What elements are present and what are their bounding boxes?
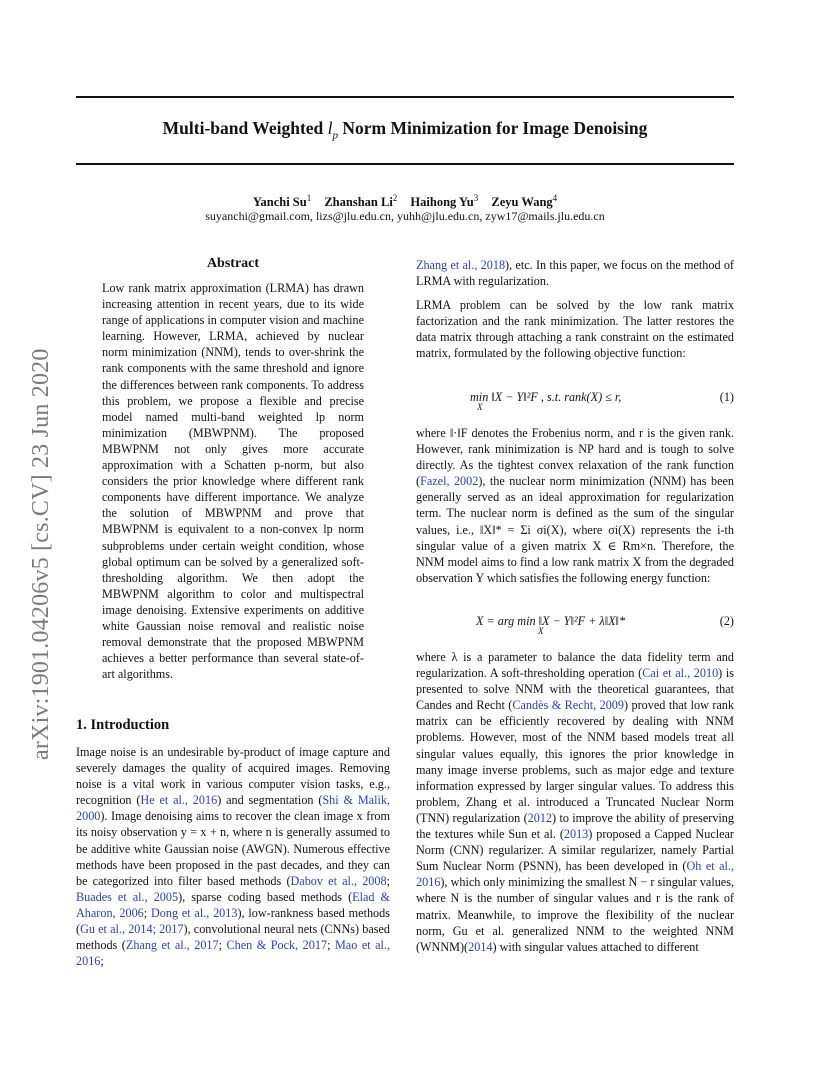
- equation-2-subscript: X: [538, 626, 544, 636]
- author-emails: suyanchi@gmail.com, lizs@jlu.edu.cn, yuhh@jlu.edu.cn, zyw17@mails.jlu.edu.cn: [205, 209, 605, 223]
- author: Yanchi Su$^1$: [252, 193, 312, 210]
- right-paragraph-2: LRMA problem can be solved by the low rank matrix factorization and the rank minimization. The latter restores the data matrix through attaching a rank constraint on the estimated matrix, formulated by the following objective function:: [416, 298, 734, 361]
- right-paragraph-3: where ‖·‖F denotes the Frobenius norm, and r is the given rank. However, rank minimization is NP hard and is tough to solve directly. As the tightest convex relaxation of the rank function (Fazel, 2002), the nuclear norm minimization (NNM) has been generally served as an ideal approximation for regularization term. The nuclear norm is defined as the sum of the singular values, i.e., ‖X‖* = Σi σi(X), where σi(X) represents the i-th singular value of a given matrix X ∈ Rm×n. Therefore, the NNM model aims to find a low rank matrix X from the degraded observation Y which satisfies the following energy function:: [416, 426, 734, 585]
- equation-1-number: (1): [719, 390, 734, 404]
- author: Zeyu Wang$^4$: [491, 193, 558, 210]
- citation-link[interactable]: Candès & Recht, 2009: [512, 698, 624, 713]
- right-paragraph-1: Zhang et al., 2018), etc. In this paper, we focus on the method of LRMA with regularization.: [416, 258, 734, 289]
- citation-link[interactable]: Zhang et al., 2018: [416, 258, 506, 272]
- citation-link[interactable]: Zhang et al., 2017: [125, 938, 219, 953]
- citation-link[interactable]: Shi & Malik, 2000: [76, 793, 390, 824]
- citation-link[interactable]: 2013: [563, 827, 589, 842]
- citation-link[interactable]: Chen & Pock, 2017: [226, 938, 328, 953]
- author: Zhanshan Li$^2$: [324, 193, 398, 210]
- equation-2-number: (2): [719, 614, 734, 628]
- citation-link[interactable]: Fazel, 2002: [420, 474, 479, 489]
- citation-link[interactable]: He et al., 2016: [140, 793, 218, 808]
- citation-link[interactable]: 2012: [527, 810, 553, 825]
- author: Haihong Yu$^3$: [410, 193, 479, 210]
- abstract-heading: Abstract: [206, 256, 260, 271]
- equation-1: [470, 390, 734, 416]
- citation-link[interactable]: Dabov et al., 2008: [290, 873, 387, 888]
- intro-paragraph: Image noise is an undesirable by-product of image capture and severely damages the quality of acquired images. Removing noise is a vital work in various computer vision tasks, e.g., recognition (He et al., 2016) and segmentation (Shi & Malik, 2000). Image denoising aims to recover the clean image x from its noisy observation y = x + n, where n is generally assumed to be additive white Gaussian noise (AWGN). Numerous effective methods have been proposed in the past decades, and they can be categorized into filter based methods (Dabov et al., 2008; Buades et al., 2005), sparse coding based methods (Elad & Aharon, 2006; Dong et al., 2013), low-rankness based methods (Gu et al., 2014; 2017), convolutional neural nets (CNNs) based methods (Zhang et al., 2017; Chen & Pock, 2017; Mao et al., 2016;: [76, 745, 391, 969]
- arxiv-stamp: [8, 290, 54, 760]
- citation-link[interactable]: Gu et al., 2014; 2017: [80, 922, 184, 937]
- equation-2-body: X = arg min ‖X − Y‖²F + λ‖X‖*: [476, 614, 626, 628]
- abstract-text: Low rank matrix approximation (LRMA) has drawn increasing attention in recent years, due to its wide range of applications in computer vision and machine learning. However, LRMA, achieved by nuclear norm minimization (NNM), tends to over-shrink the rank components with the same threshold and ignore the differences between rank components. To address this problem, we propose a flexible and precise model named multi-band weighted lp norm minimization (MBWPNM). The proposed MBWPNM not only gives more accurate approximation with a Schatten p-norm, but also considers the prior knowledge where different rank components have different importance. We analyze the solution of MBWPNM and prove that MBWPNM is equivalent to a non-convex lp norm subproblems under certain weight condition, whose global optimum can be solved by a generalized soft-thresholding algorithm. We then adopt the MBWPNM algorithm to color and multispectral image denoising. Extensive experiments on additive white Gaussian noise removal and realistic noise removal demonstrate that the proposed MBWPNM achieves a better performance than several state-of-art algorithms.: [102, 281, 364, 682]
- title-top-rule: [76, 96, 734, 98]
- citation-link[interactable]: Elad & Aharon, 2006: [76, 889, 390, 920]
- equation-1-body: min ‖X − Y‖²F , s.t. rank(X) ≤ r,: [470, 390, 622, 404]
- citation-link[interactable]: Mao et al., 2016: [76, 938, 391, 969]
- equation-1-subscript: X: [477, 402, 483, 412]
- citation-link[interactable]: Oh et al., 2016: [416, 859, 734, 890]
- arxiv-id: arXiv:1901.04206v5 [cs.CV] 23 Jun 2020: [28, 348, 54, 760]
- right-paragraph-4: where λ is a parameter to balance the data fidelity term and regularization. A soft-thresholding operation (Cai et al., 2010) is presented to solve NNM with the theoretical guarantees, that Candes and Recht (Candès & Recht, 2009) proved that low rank matrix can be efficiently recovered by dealing with NNM problems. However, most of the NNM based models treat all singular values equally, this ignores the prior knowledge in many image inverse problems, such as major edge and texture information expressed by larger singular values. To address this problem, Zhang et al. introduced a Truncated Nuclear Norm (TNN) regularization (2012) to improve the ability of preserving the textures while Sun et al. (2013) proposed a Capped Nuclear Norm (CNN) regularizer. A similar regularizer, namely Partial Sum Nuclear Norm (PSNN), has been developed in (Oh et al., 2016), which only minimizing the smallest N − r singular values, where N is the number of singular values and r is the rank of matrix. Meanwhile, to improve the flexibility of the nuclear norm, Gu et al. generalized NNM to the weighted NNM (WNNM)(2014) with singular values attached to different: [416, 650, 735, 954]
- citation-link[interactable]: Dong et al., 2013: [150, 905, 238, 920]
- paper-title: Multi-band Weighted $l_p$ Norm Minimization for Image Denoising: [162, 118, 648, 142]
- title-bottom-rule: [76, 163, 734, 165]
- equation-2: [476, 614, 734, 640]
- author-list: [76, 193, 734, 210]
- citation-link[interactable]: Buades et al., 2005: [76, 889, 179, 904]
- intro-heading: 1. Introduction: [76, 717, 170, 733]
- citation-link[interactable]: Cai et al., 2010: [642, 666, 719, 681]
- citation-link[interactable]: 2014: [468, 939, 493, 954]
